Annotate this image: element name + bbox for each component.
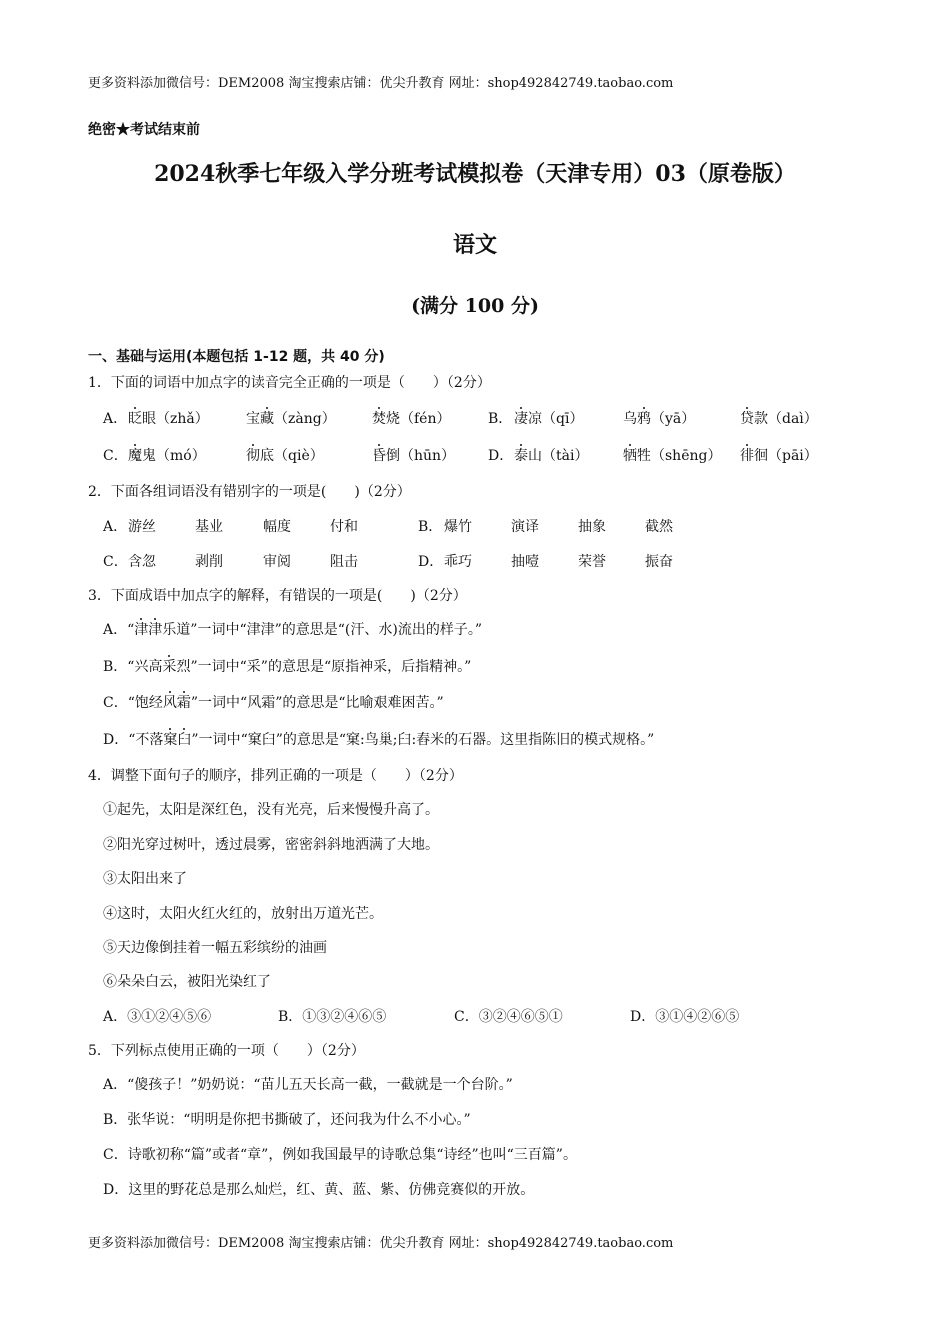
q5-option-d: D．这里的野花总是那么灿烂，红、黄、蓝、紫、仿佛竞赛似的开放。 <box>103 1182 535 1198</box>
q5-option-b: B．张华说：“明明是你把书撕破了，还问我为什么不小心。” <box>103 1112 471 1128</box>
subject-title: 语文 <box>452 232 497 258</box>
q2-b-word: 抽象 <box>578 519 606 535</box>
q1-a-word-3: 焚烧（fén） <box>372 411 451 427</box>
q4-sentence-3: ③太阳出来了 <box>103 871 187 887</box>
q1-b-word-2: 乌鸦（yā） <box>623 411 696 427</box>
q2-a-word: 幅度 <box>263 519 291 535</box>
q2-label-c: C． <box>103 554 128 570</box>
q2-a-word: 基业 <box>195 519 223 535</box>
q2-label-d: D． <box>418 554 444 570</box>
q4-sentence-1: ①起先，太阳是深红色，没有光亮，后来慢慢升高了。 <box>103 802 439 818</box>
q2-label-a: A． <box>103 519 128 535</box>
q1-label-b: B． <box>488 411 513 427</box>
q1-label-a: A． <box>103 411 128 427</box>
page-footer: 更多资料添加微信号：DEM2008 淘宝搜索店铺：优尖升教育 网址：shop492842749.taobao.com <box>88 1236 674 1251</box>
question-2-stem: 2．下面各组词语没有错别字的一项是( )（2分） <box>88 484 411 500</box>
q1-d-word-1: 泰山（tài） <box>514 448 589 464</box>
q4-sentence-4: ④这时，太阳火红火红的，放射出万道光芒。 <box>103 906 383 922</box>
q4-sentence-5: ⑤天边像倒挂着一幅五彩缤纷的油画 <box>103 940 327 956</box>
q1-b-word-1: 凄凉（qī） <box>514 411 584 427</box>
q2-d-word: 乖巧 <box>444 554 472 570</box>
q3-option-c: C．“饱经风霜”一词中“风霜”的意思是“比喻艰难困苦。” <box>103 695 444 711</box>
q2-a-word: 付和 <box>330 519 358 535</box>
q1-c-word-1: 魔鬼（mó） <box>128 448 206 464</box>
q5-option-a: A．“傻孩子！”奶奶说：“苗儿五天长高一截，一截就是一个台阶。” <box>103 1077 513 1093</box>
q1-c-word-2: 彻底（qiè） <box>246 448 324 464</box>
q4-sentence-6: ⑥朵朵白云，被阳光染红了 <box>103 974 271 990</box>
page-header: 更多资料添加微信号：DEM2008 淘宝搜索店铺：优尖升教育 网址：shop492842749.taobao.com <box>88 76 674 91</box>
question-5-stem: 5．下列标点使用正确的一项（ ）（2分） <box>88 1043 365 1059</box>
q2-b-word: 演译 <box>511 519 539 535</box>
q1-a-word-1: 眨眼（zhǎ） <box>128 411 209 427</box>
q2-b-word: 爆竹 <box>444 519 472 535</box>
q2-label-b: B． <box>418 519 443 535</box>
question-1-stem: 1．下面的词语中加点字的读音完全正确的一项是（ ）（2分） <box>88 375 491 391</box>
question-3-stem: 3．下面成语中加点字的解释，有错误的一项是( )（2分） <box>88 588 467 604</box>
q3-option-b: B．“兴高采烈”一词中“采”的意思是“原指神采，后指精神。” <box>103 659 472 675</box>
q1-a-word-2: 宝藏（zàng） <box>246 411 336 427</box>
q2-c-word: 含忽 <box>128 554 156 570</box>
q4-option-d: D．③①④②⑥⑤ <box>630 1009 740 1025</box>
q3-option-a: A．“津津乐道”一词中“津津”的意思是“(汗、水)流出的样子。” <box>103 622 483 638</box>
q4-option-b: B．①③②④⑥⑤ <box>278 1009 387 1025</box>
question-4-stem: 4．调整下面句子的顺序，排列正确的一项是（ ）（2分） <box>88 768 463 784</box>
q2-c-word: 剥削 <box>195 554 223 570</box>
q1-c-word-3: 昏倒（hūn） <box>372 448 456 464</box>
q2-c-word: 审阅 <box>263 554 291 570</box>
q2-c-word: 阻击 <box>330 554 358 570</box>
q4-option-c: C．③②④⑥⑤① <box>454 1009 563 1025</box>
full-score: (满分 100 分) <box>411 295 539 317</box>
q1-d-word-2: 牺牲（shēng） <box>623 448 722 464</box>
q4-option-a: A．③①②④⑤⑥ <box>103 1009 212 1025</box>
q3-option-d: D．“不落窠臼”一词中“窠臼”的意思是“窠:鸟巢;臼:舂米的石器。这里指陈旧的模式规格。” <box>103 732 655 748</box>
q2-d-word: 抽噎 <box>511 554 539 570</box>
q2-a-word: 游丝 <box>128 519 156 535</box>
q1-label-c: C． <box>103 448 128 464</box>
q5-option-c: C．诗歌初称“篇”或者“章”，例如我国最早的诗歌总集“诗经”也叫“三百篇”。 <box>103 1147 577 1163</box>
q2-d-word: 振奋 <box>645 554 673 570</box>
q2-d-word: 荣誉 <box>578 554 606 570</box>
q1-d-word-3: 徘徊（pāi） <box>740 448 818 464</box>
q1-b-word-3: 贷款（daì） <box>740 411 818 427</box>
q4-sentence-2: ②阳光穿过树叶，透过晨雾，密密斜斜地洒满了大地。 <box>103 837 439 853</box>
secret-label: 绝密★考试结束前 <box>88 122 200 138</box>
exam-title: 2024秋季七年级入学分班考试模拟卷（天津专用）03（原卷版） <box>154 161 796 187</box>
q1-label-d: D． <box>488 448 514 464</box>
q2-b-word: 截然 <box>645 519 673 535</box>
section-heading: 一、基础与运用(本题包括 1-12 题，共 40 分) <box>88 349 385 365</box>
